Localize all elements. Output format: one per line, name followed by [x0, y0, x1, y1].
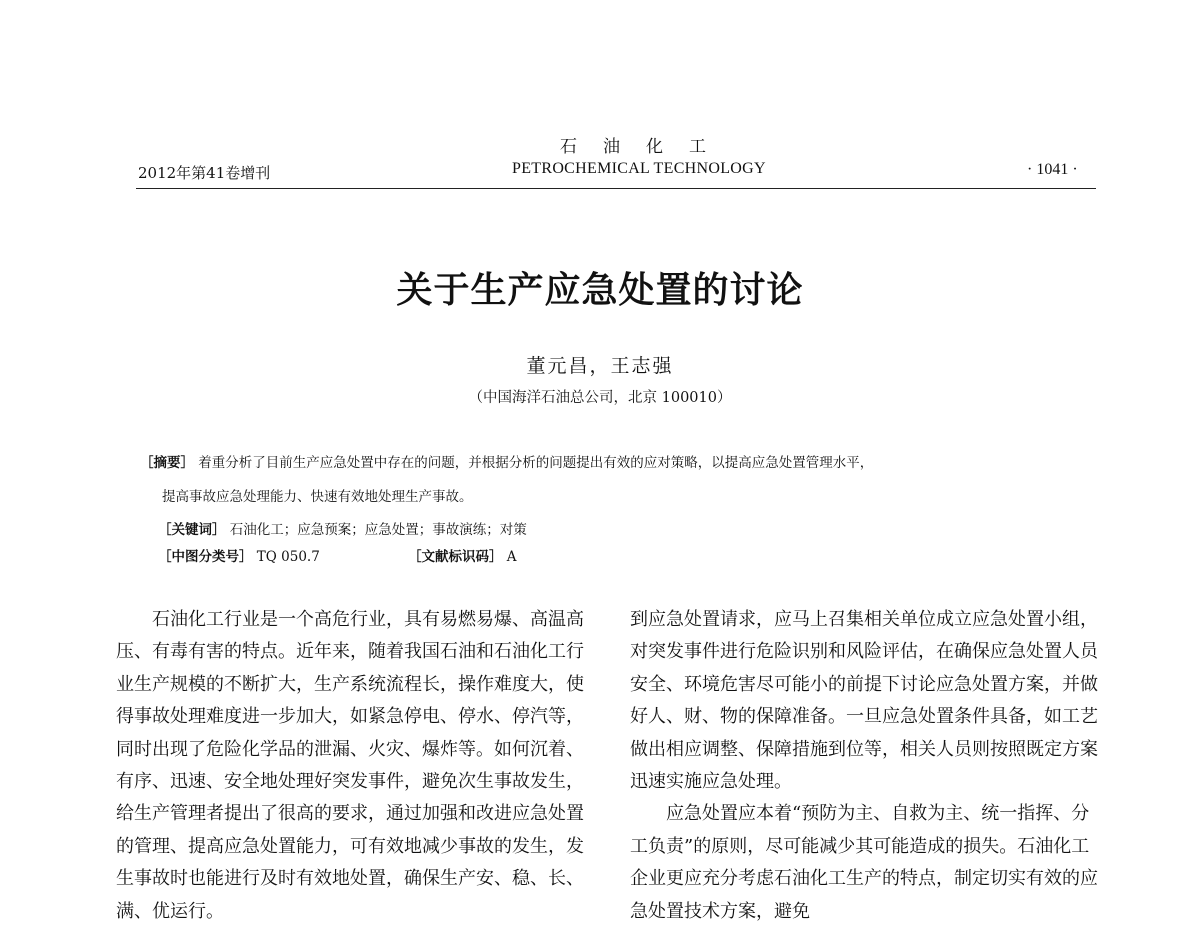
abstract-text-1: 着重分析了目前生产应急处置中存在的问题，并根据分析的问题提出有效的应对策略，以提高应急处置管理水平，: [198, 455, 874, 471]
page-number: · 1041 ·: [1027, 161, 1078, 178]
journal-title-en: PETROCHEMICAL TECHNOLOGY: [512, 160, 766, 177]
body-column-right: [630, 604, 1100, 928]
keywords: [158, 518, 527, 538]
authors: 董元昌，王志强: [526, 355, 674, 377]
doc-code: [408, 545, 517, 565]
keywords-label: ［关键词］: [158, 522, 226, 538]
classification-label: ［中图分类号］: [158, 549, 253, 565]
abstract-line-1: [140, 451, 1100, 471]
keywords-text: 石油化工；应急预案；应急处置；事故演练；对策: [229, 522, 527, 538]
classification: [158, 545, 320, 565]
body-paragraph: 到应急处置请求，应马上召集相关单位成立应急处置小组，对突发事件进行危险识别和风险评估，在确保应急处置人员安全、环境危害尽可能小的前提下讨论应急处置方案，并做好人、财、物的保障准备。一旦应急处置条件具备，如工艺做出相应调整、保障措施到位等，相关人员则按照既定方案迅速实施应急处理。: [630, 609, 1098, 793]
classification-value: TQ 050.7: [256, 549, 320, 565]
journal-title-cn: 石油化工: [560, 137, 732, 157]
body-column-left: [116, 604, 586, 928]
article-title: 关于生产应急处置的讨论: [396, 270, 804, 311]
doc-code-value: A: [506, 549, 517, 565]
header-rule: [136, 188, 1096, 189]
affiliation: （中国海洋石油总公司，北京 100010）: [468, 390, 732, 406]
issue-info: 2012年第41卷增刊: [138, 164, 271, 182]
body-paragraph: 石油化工行业是一个高危行业，具有易燃易爆、高温高压、有毒有害的特点。近年来，随着我国石油和石油化工行业生产规模的不断扩大，生产系统流程长，操作难度大，使得事故处理难度进一步加大，如紧急停电、停水、停汽等，同时出现了危险化学品的泄漏、火灾、爆炸等。如何沉着、有序、迅速、安全地处理好突发事件，避免次生事故发生，给生产管理者提出了很高的要求，通过加强和改进应急处置的管理、提高应急处置能力，可有效地减少事故的发生，发生事故时也能进行及时有效地处置，确保生产安、稳、长、满、优运行。: [116, 609, 584, 922]
doc-code-label: ［文献标识码］: [408, 549, 503, 565]
abstract-line-2: 提高事故应急处理能力、快速有效地处理生产事故。: [162, 489, 473, 505]
abstract-label: ［摘要］: [140, 455, 194, 471]
body-paragraph: 应急处置应本着“预防为主、自救为主、统一指挥、分工负责”的原则，尽可能减少其可能造成的损失。石油化工企业更应充分考虑石油化工生产的特点，制定切实有效的应急处置技术方案，避免: [630, 803, 1098, 922]
